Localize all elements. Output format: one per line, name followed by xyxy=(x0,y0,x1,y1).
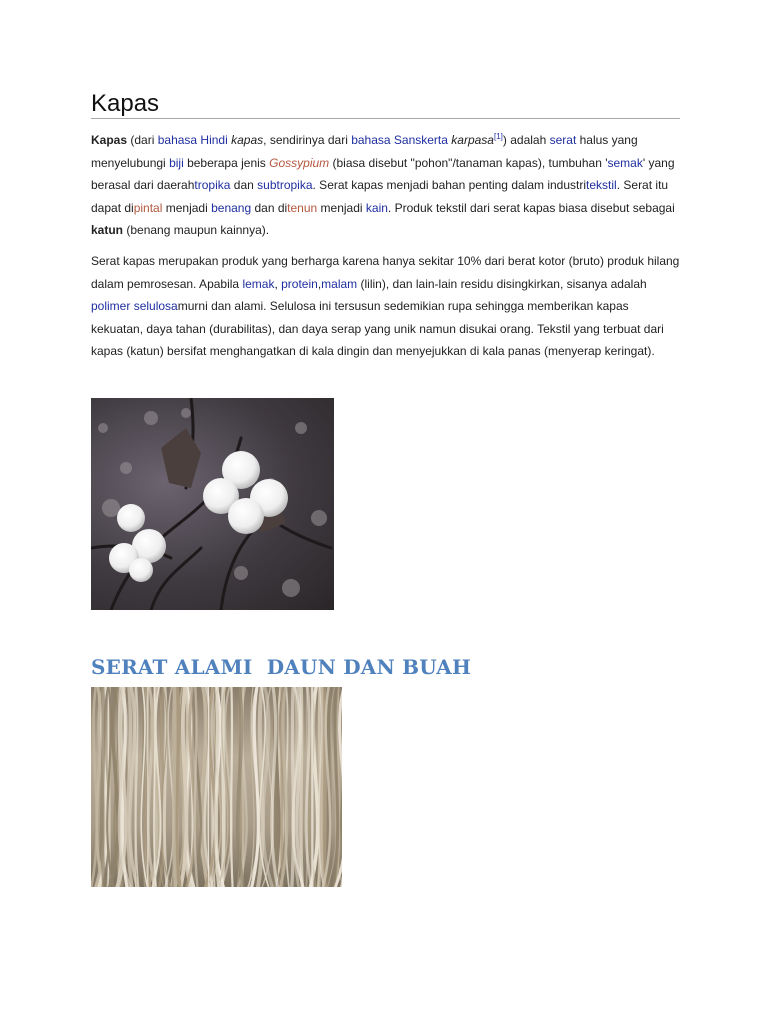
inline-link[interactable]: protein xyxy=(281,276,318,291)
inline-link[interactable]: semak xyxy=(607,155,643,170)
inline-link[interactable]: benang xyxy=(211,200,252,215)
fiber-strand xyxy=(341,687,342,887)
fiber-strand xyxy=(91,687,97,887)
inline-link[interactable]: biji xyxy=(169,155,184,170)
italic-term: kapas xyxy=(231,133,264,147)
inline-link[interactable]: serat xyxy=(549,133,577,147)
second-paragraph: Serat kapas merupakan produk yang berharga karena hanya sekitar 10% dari berat kotor (bruto) produk hilang dalam pemrosesan. Apabila lemak, protein,malam (lilin), dan lain-lain residu disingkirkan, sisanya adalah polimer selulosamurni dan alami. Selulosa ini tersusun sedemikian rupa sehingga memberikan kapas kekuatan, daya tahan (durabilitas), dan daya serap yang unik namun disukai orang. Tekstil yang terbuat dari kapas (katun) bersifat menghangatkan di kala dingin dan menyejukkan di kala panas (menyerap keringat). xyxy=(91,254,680,359)
inline-link[interactable]: bahasa Sanskerta xyxy=(351,133,448,147)
inline-link[interactable]: lemak xyxy=(242,276,275,291)
fiber-strand xyxy=(136,687,139,887)
inline-link[interactable]: tropika xyxy=(194,178,231,193)
fiber-strand xyxy=(292,687,294,887)
bold-term: katun xyxy=(91,223,124,238)
page-title: Kapas xyxy=(91,90,160,117)
cotton-photo xyxy=(91,398,334,610)
section-heading: SERAT ALAMI DAUN DAN BUAH xyxy=(91,655,472,679)
inline-link[interactable]: bahasa Hindi xyxy=(157,133,228,147)
inline-link[interactable]: Gossypium xyxy=(269,155,330,170)
fiber-strand xyxy=(102,687,105,887)
inline-link[interactable]: kain xyxy=(365,200,388,215)
citation-link[interactable]: [1] xyxy=(493,132,503,141)
fiber-strand xyxy=(174,687,176,887)
intro-paragraph: Kapas (dari bahasa Hindi kapas, sendirinya dari bahasa Sanskerta karpasa[1]) adalah serat halus yang menyelubungi biji beberapa jenis Gossypium (biasa disebut "pohon"/tanaman kapas), tumbuhan 'semak' yang berasal dari daerahtropika dan subtropika. Serat kapas menjadi bahan penting dalam industritekstil. Serat itu dapat dipintal menjadi benang dan ditenun menjadi kain. Produk tekstil dari serat kapas biasa disebut sebagai katun (benang maupun kainnya). xyxy=(91,132,675,238)
inline-link[interactable]: pintal xyxy=(133,200,163,215)
inline-link[interactable]: subtropika xyxy=(257,178,313,193)
inline-link[interactable]: tekstil xyxy=(586,178,617,193)
inline-link[interactable]: tenun xyxy=(287,200,318,215)
inline-link[interactable]: selulosa xyxy=(133,299,178,314)
title-divider xyxy=(91,118,680,119)
inline-link[interactable]: malam xyxy=(321,276,358,291)
fiber-strand xyxy=(231,687,233,887)
fiber-strand xyxy=(208,687,209,887)
inline-link[interactable]: polimer xyxy=(91,299,131,314)
bold-term: Kapas xyxy=(91,133,128,147)
fiber-photo xyxy=(91,687,342,887)
italic-term: karpasa xyxy=(451,133,494,147)
